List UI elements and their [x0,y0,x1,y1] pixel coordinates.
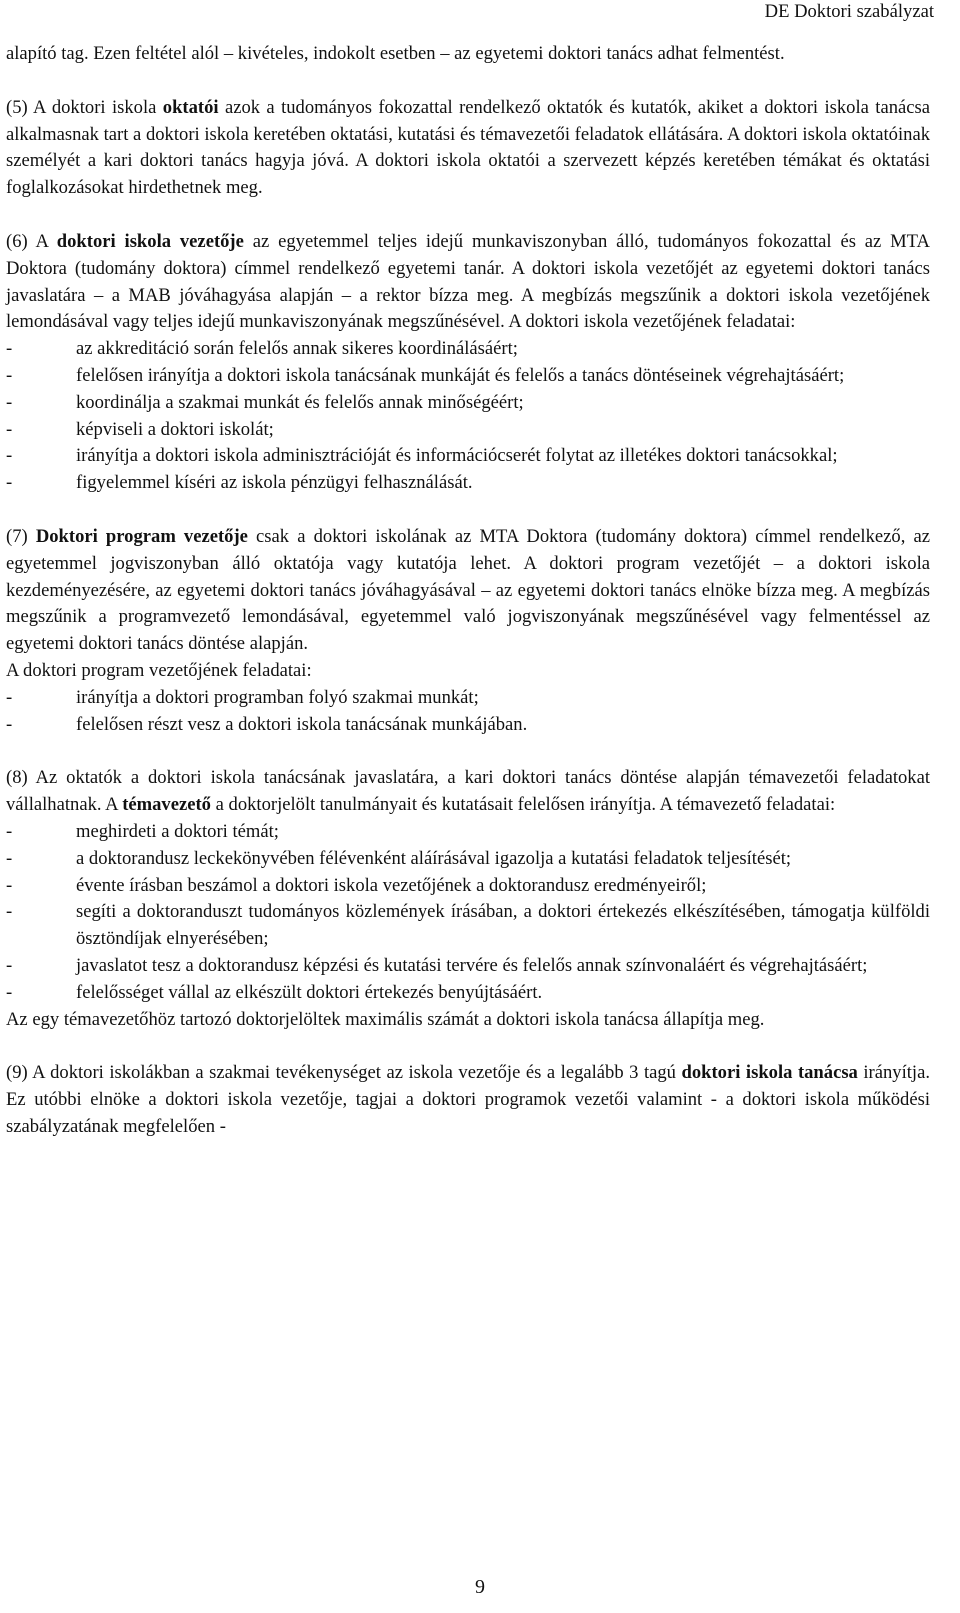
section-6-text-a: (6) A [6,230,57,252]
section-6-paragraph [6,229,930,336]
section-7-paragraph [6,524,930,658]
section-5-term: oktatói [162,96,219,118]
section-9-term: doktori iskola tanácsa [681,1062,858,1084]
list-item: - meghirdeti a doktori témát; [6,820,279,842]
section-5-text-a: (5) A doktori iskola [6,96,163,118]
document-body [6,41,930,1141]
section-6-term: doktori iskola vezetője [56,230,244,252]
section-7-text-a: (7) [6,525,36,547]
list-item: - segíti a doktoranduszt tudományos közlemények írásában, a doktori értekezés elkészítésében, támogatja külföldi ösztöndíjak elnyerésében; [6,901,930,950]
section-8-duties-list [6,819,930,1007]
running-header: DE Doktori szabályzat [764,1,934,22]
list-item: - felelősséget vállal az elkészült doktori értekezés benyújtásáért. [6,981,543,1003]
list-item: - koordinálja a szakmai munkát és felelős annak minőségéért; [6,391,524,413]
list-item: - a doktorandusz leckekönyvében félévenként aláírásával igazolja a kutatási feladatok teljesítését; [6,847,792,869]
list-item: - figyelemmel kíséri az iskola pénzügyi felhasználását. [6,472,473,494]
section-8-text-a: (8) Az oktatók a doktori iskola tanácsának javaslatára, a kari doktori tanács döntése alapján témavezetői feladatokat vállalhatnak. A [6,767,930,816]
section-8-closing: Az egy témavezetőhöz tartozó doktorjelöltek maximális számát a doktori iskola tanácsa állapítja meg. [6,1008,765,1030]
section-7-list-intro: A doktori program vezetőjének feladatai: [6,659,312,681]
section-7-term: Doktori program vezetője [35,525,248,547]
list-item: - évente írásban beszámol a doktori iskola vezetőjének a doktorandusz eredményeiről; [6,874,707,896]
section-5-paragraph [6,95,930,202]
section-5-text-c: azok a tudományos fokozattal rendelkező oktatók és kutatók, akiket a doktori iskola tanácsa alkalmasnak tart a doktori iskola keretében oktatási, kutatási és témavezetői feladatok ellátására. A doktori iskola oktatóinak személyét a kari doktori tanács hagyja jóvá. A doktori iskola oktatói a szervezett képzés keretében témákat és oktatási foglalkozásokat hirdethetnek meg. [6,96,931,199]
section-6-duties-list [6,336,930,497]
section-8-paragraph [6,765,930,819]
section-9-paragraph [6,1060,930,1140]
list-item: - felelősen irányítja a doktori iskola tanácsának munkáját és felelős a tanács döntéseinek végrehajtásáért; [6,364,845,386]
list-item: - irányítja a doktori iskola adminisztrációját és információcserét folytat az illetékes doktori tanácsokkal; [6,445,838,467]
section-8-term: témavezető [122,794,211,816]
section-9-text-a: (9) A doktori iskolákban a szakmai tevékenységet az iskola vezetője és a legalább 3 tagú [6,1062,682,1084]
section-9-text-c: irányítja. Ez utóbbi elnöke a doktori iskola vezetője, tagjai a doktori programok vezetői valamint - a doktori iskola működési szabályzatának megfelelően - [6,1062,930,1137]
section-7-text-c: csak a doktori iskolának az MTA Doktora (tudomány doktora) címmel rendelkező, az egyetemmel jogviszonyban álló oktatója vagy kutatója lehet. A doktori program vezetőjét – a doktori iskola kezdeményezésére, az egyetemi doktori tanács jóváhagyásával – az egyetemi doktori tanács elnöke bízza meg. A megbízás megszűnik a programvezető lemondásával, egyetemmel való jogviszonyának megszűnésével vagy felmentéssel az egyetemi doktori tanács döntése alapján. [6,525,930,655]
list-item: - az akkreditáció során felelős annak sikeres koordinálásáért; [6,338,518,360]
page-number: 9 [475,1576,485,1598]
list-item: - irányítja a doktori programban folyó szakmai munkát; [6,686,479,708]
section-7-duties-list [6,685,930,739]
intro-paragraph: alapító tag. Ezen feltétel alól – kivételes, indokolt esetben – az egyetemi doktori tanács adhat felmentést. [6,43,785,64]
list-item: - felelősen részt vesz a doktori iskola tanácsának munkájában. [6,713,528,735]
list-item: - képviseli a doktori iskolát; [6,418,274,440]
list-item: - javaslatot tesz a doktorandusz képzési és kutatási tervére és felelős annak színvonaláért és végrehajtásáért; [6,954,868,976]
section-6-text-c: az egyetemmel teljes idejű munkaviszonyban álló, tudományos fokozattal és az MTA Doktora (tudomány doktora) címmel rendelkező egyetemi tanár. A doktori iskola vezetőjét az egyetemi doktori tanács javaslatára – a MAB jóváhagyása alapján – a rektor bízza meg. A megbízás megszűnik a doktori iskola vezetőjének lemondásával vagy teljes idejű munkaviszonyának megszűnésével. A doktori iskola vezetőjének feladatai: [6,230,930,333]
section-8-text-c: a doktorjelölt tanulmányait és kutatásait felelősen irányítja. A témavezető feladatai: [210,794,836,816]
